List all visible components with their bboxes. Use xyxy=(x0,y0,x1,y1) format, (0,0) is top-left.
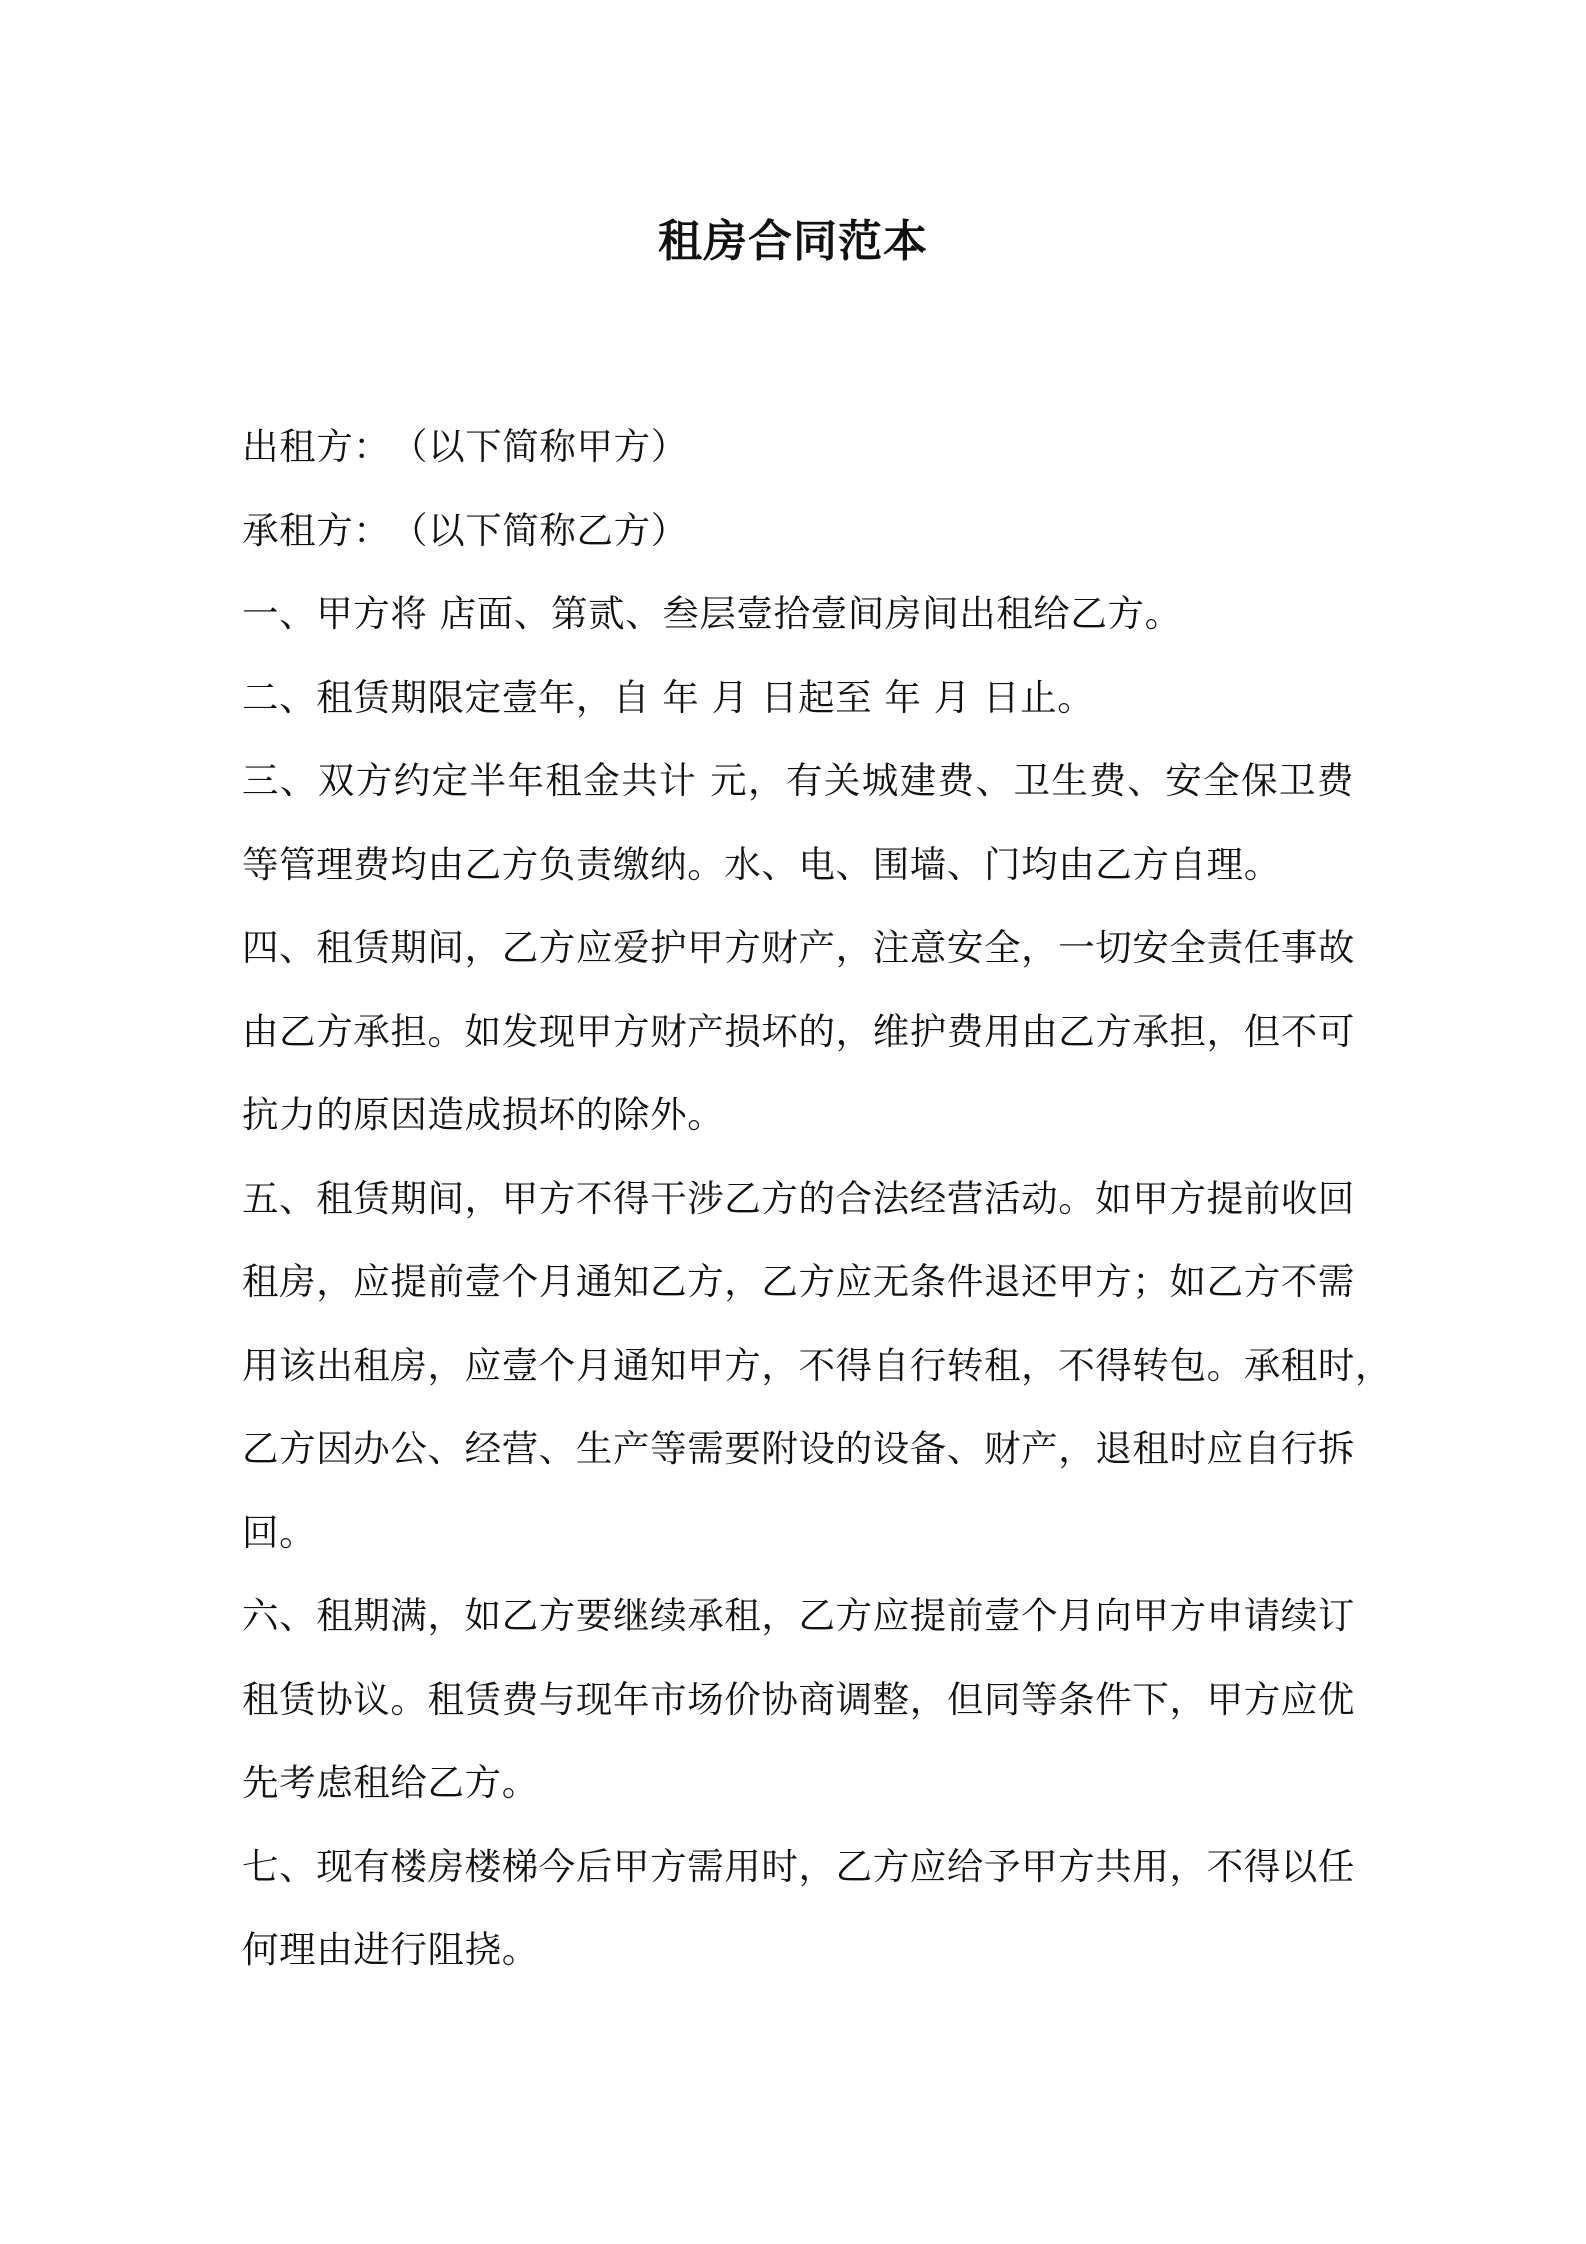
clause-3-line-2: 等管理费均由乙方负责缴纳。水、电、围墙、门均由乙方自理。 xyxy=(242,842,1281,886)
clause-7-line-1: 七、现有楼房楼梯今后甲方需用时，乙方应给予甲方共用，不得以任 xyxy=(242,1844,1355,1888)
clause-7-line-2: 何理由进行阻挠。 xyxy=(242,1928,539,1971)
clause-5-line-3: 用该出租房，应壹个月通知甲方，不得自行转租，不得转包。承租时， xyxy=(242,1343,1393,1387)
clause-2-line: 二、租赁期限定壹年，自 年 月 日起至 年 月 日止。 xyxy=(242,675,1095,719)
clause-6-line-3: 先考虑租给乙方。 xyxy=(242,1761,539,1804)
document-body xyxy=(242,405,1393,1992)
clause-5-line-4: 乙方因办公、经营、生产等需要附设的设备、财产，退租时应自行拆 xyxy=(242,1427,1355,1470)
clause-4-line-1: 四、租赁期间，乙方应爱护甲方财产，注意安全，一切安全责任事故 xyxy=(242,926,1355,969)
clause-6-line-2: 租赁协议。租赁费与现年市场价协商调整，但同等条件下，甲方应优 xyxy=(242,1677,1355,1721)
lessee-line: 承租方： （以下简称乙方） xyxy=(242,508,688,552)
clause-1-line: 一、甲方将 店面、第贰、叁层壹拾壹间房间出租给乙方。 xyxy=(242,592,1182,635)
clause-3-line-1: 三、双方约定半年租金共计 元，有关城建费、卫生费、安全保卫费 xyxy=(242,759,1354,802)
clause-4-line-3: 抗力的原因造成损坏的除外。 xyxy=(242,1093,725,1136)
clause-5-line-1: 五、租赁期间，甲方不得干涉乙方的合法经营活动。如甲方提前收回 xyxy=(242,1176,1355,1220)
clause-4-line-2: 由乙方承担。如发现甲方财产损坏的，维护费用由乙方承担，但不可 xyxy=(242,1009,1355,1053)
clause-5-line-2: 租房，应提前壹个月通知乙方，乙方应无条件退还甲方；如乙方不需 xyxy=(242,1260,1355,1303)
clause-6-line-1: 六、租期满，如乙方要继续承租，乙方应提前壹个月向甲方申请续订 xyxy=(242,1594,1355,1637)
lessor-line: 出租方： （以下简称甲方） xyxy=(242,425,688,468)
clause-5-line-5: 回。 xyxy=(242,1510,317,1554)
document-title: 租房合同范本 xyxy=(658,216,928,267)
